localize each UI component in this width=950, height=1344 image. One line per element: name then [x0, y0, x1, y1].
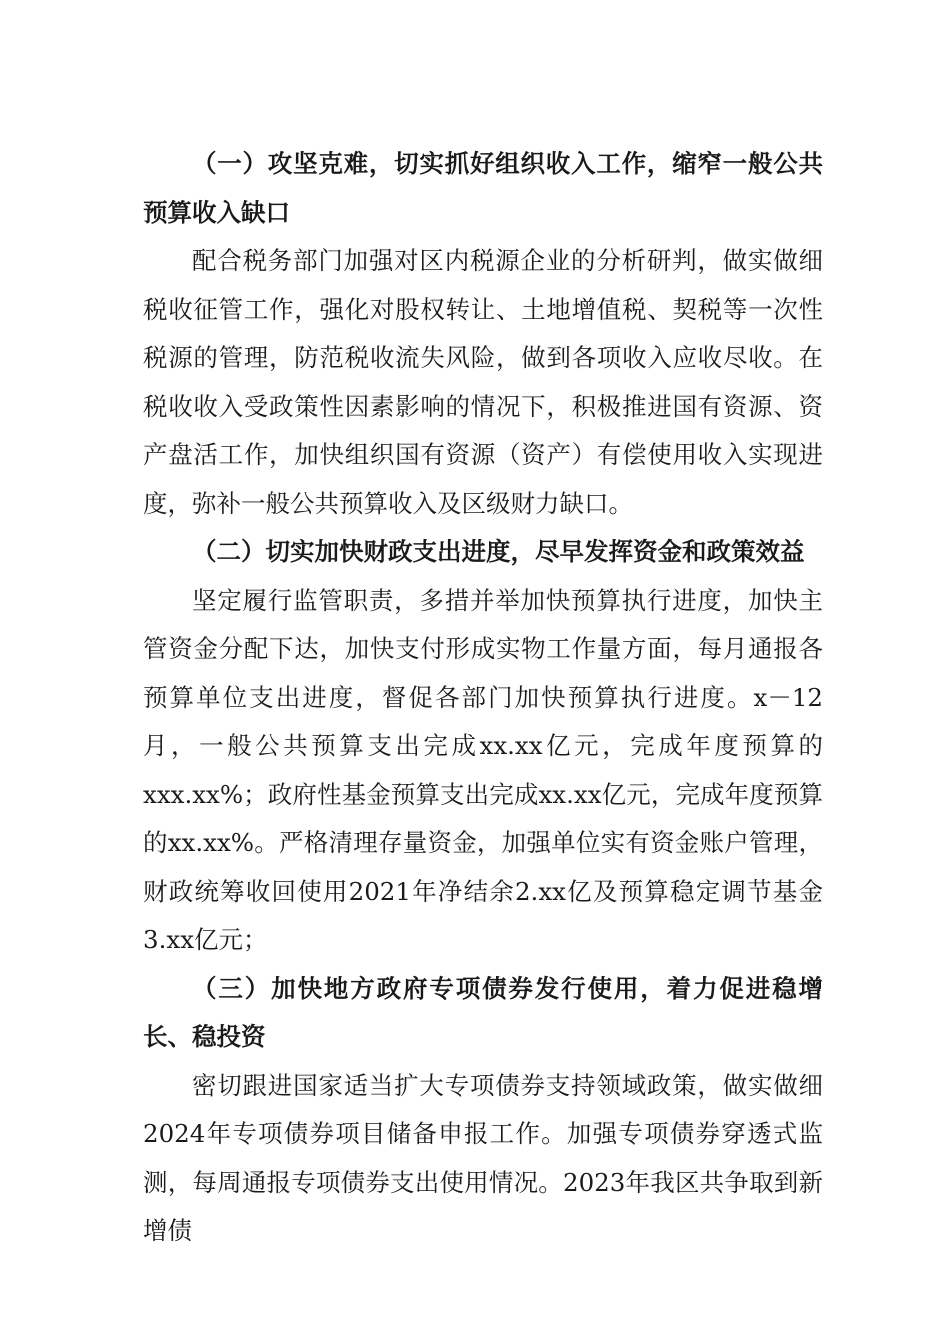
- document-body: [143, 140, 823, 1256]
- section-heading-3: （三）加快地方政府专项债券发行使用，着力促进稳增长、稳投资: [143, 973, 823, 1051]
- section-paragraph-2: 坚定履行监管职责，多措并举加快预算执行进度，加快主管资金分配下达，加快支付形成实物工作量方面，每月通报各预算单位支出进度，督促各部门加快预算执行进度。x－12月，一般公共预算支出完成xx.xx亿元，完成年度预算的xxx.xx%；政府性基金预算支出完成xx.xx亿元，完成年度预算的xx.xx%。严格清理存量资金，加强单位实有资金账户管理，财政统筹收回使用2021年净结余2.xx亿及预算稳定调节基金3.xx亿元；: [143, 585, 823, 954]
- section-heading-2: （二）切实加快财政支出进度，尽早发挥资金和政策效益: [192, 537, 805, 566]
- section-paragraph-3: 密切跟进国家适当扩大专项债券支持领域政策，做实做细2024年专项债券项目储备申报工作。加强专项债券穿透式监测，每周通报专项债券支出使用情况。2023年我区共争取到新增债: [143, 1070, 823, 1245]
- section-paragraph-1: 配合税务部门加强对区内税源企业的分析研判，做实做细税收征管工作，强化对股权转让、土地增值税、契税等一次性税源的管理，防范税收流失风险，做到各项收入应收尽收。在税收收入受政策性因素影响的情况下，积极推进国有资源、资产盘活工作，加快组织国有资源（资产）有偿使用收入实现进度，弥补一般公共预算收入及区级财力缺口。: [143, 246, 823, 518]
- section-heading-1: （一）攻坚克难，切实抓好组织收入工作，缩窄一般公共预算收入缺口: [143, 149, 823, 227]
